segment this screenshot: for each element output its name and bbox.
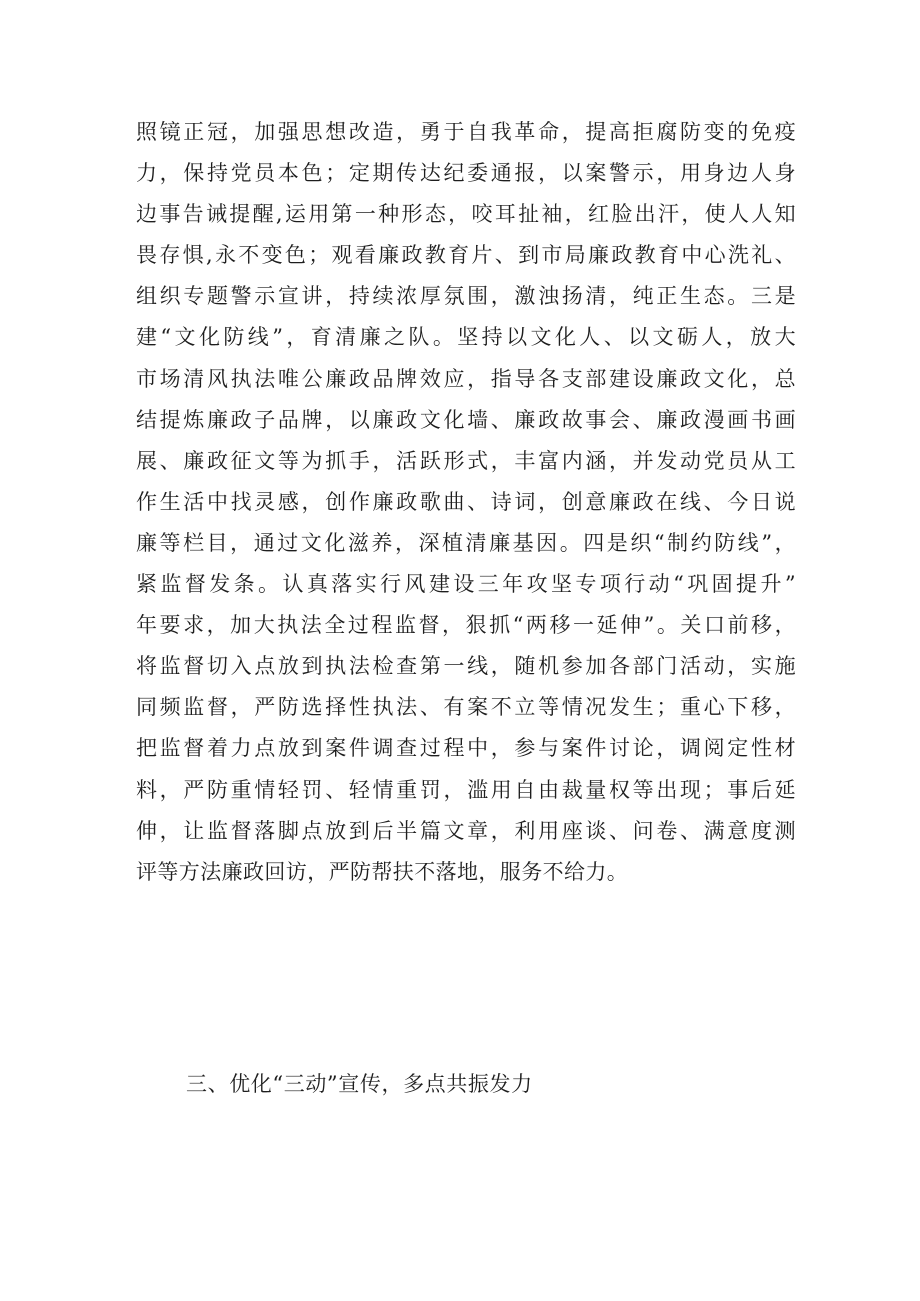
paragraph-line: 料，严防重情轻罚、轻情重罚，滥用自由裁量权等出现；事后延 <box>136 777 796 802</box>
paragraph-line: 照镜正冠，加强思想改造，勇于自我革命，提高拒腐防变的免疫 <box>136 120 796 144</box>
paragraph-line: 边事告诫提醒,运用第一种形态，咬耳扯袖，红脸出汗，使人人知 <box>136 202 796 227</box>
paragraph-line: 廉等栏目，通过文化滋养，深植清廉基因。四是织“制约防线”， <box>136 530 796 555</box>
paragraph-line: 结提炼廉政子品牌，以廉政文化墙、廉政故事会、廉政漫画书画 <box>136 407 796 432</box>
paragraph-line: 同频监督，严防选择性执法、有案不立等情况发生；重心下移， <box>136 695 796 720</box>
paragraph-line: 组织专题警示宣讲，持续浓厚氛围，激浊扬清，纯正生态。三是 <box>136 284 796 309</box>
paragraph-line: 作生活中找灵感，创作廉政歌曲、诗词，创意廉政在线、今日说 <box>136 489 796 514</box>
paragraph-line: 展、廉政征文等为抓手，活跃形式，丰富内涵，并发动党员从工 <box>136 448 796 473</box>
paragraph-line: 伸，让监督落脚点放到后半篇文章，利用座谈、问卷、满意度测 <box>136 818 796 843</box>
paragraph-line: 市场清风执法唯公廉政品牌效应，指导各支部建设廉政文化，总 <box>136 366 796 391</box>
paragraph-line: 把监督着力点放到案件调查过程中，参与案件讨论，调阅定性材 <box>136 736 796 761</box>
paragraph-line: 紧监督发条。认真落实行风建设三年攻坚专项行动“巩固提升” <box>136 572 796 597</box>
paragraph-line: 将监督切入点放到执法检查第一线，随机参加各部门活动，实施 <box>136 654 796 679</box>
paragraph-line: 年要求，加大执法全过程监督，狠抓“两移一延伸”。关口前移， <box>136 613 796 638</box>
body-paragraph <box>136 112 796 893</box>
paragraph-line: 畏存惧,永不变色；观看廉政教育片、到市局廉政教育中心洗礼、 <box>136 243 796 268</box>
section-heading: 三、优化“三动”宣传，多点共振发力 <box>186 1072 533 1096</box>
paragraph-line: 建“文化防线”，育清廉之队。坚持以文化人、以文砺人，放大 <box>136 325 796 350</box>
paragraph-line: 力，保持党员本色；定期传达纪委通报，以案警示，用身边人身 <box>136 161 796 186</box>
paragraph-line: 评等方法廉政回访，严防帮扶不落地，服务不给力。 <box>136 859 629 884</box>
